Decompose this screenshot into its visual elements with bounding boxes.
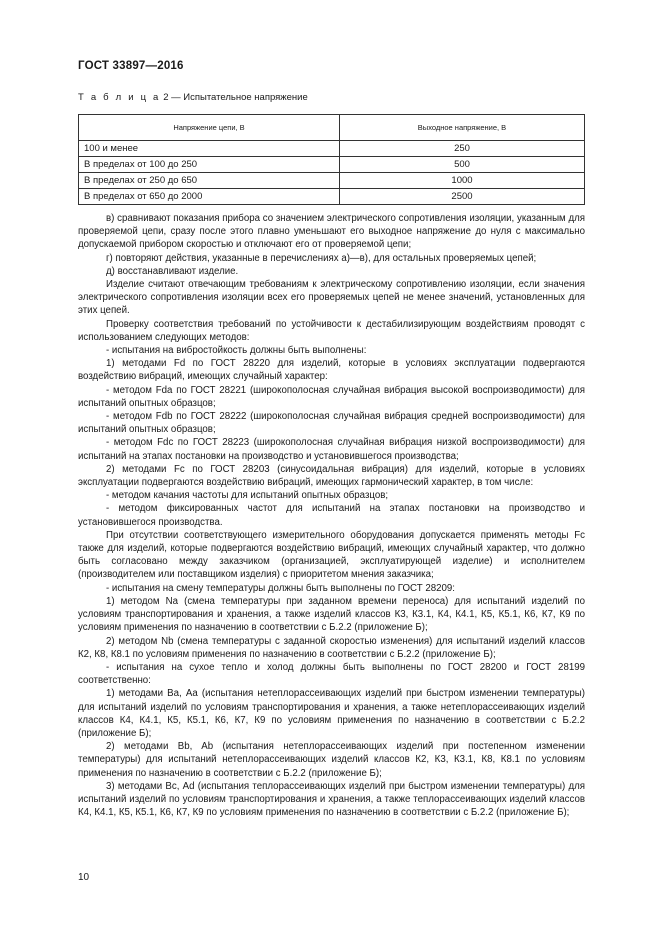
paragraph: 1) методами Ва, Аа (испытания нетеплорассеивающих изделий при быстром изменении температуры) для испытаний изделий по условиям транспортирования и хранения, а также нетеплорассеивающих изделий классов К4, К4.1, К5, К5.1, К6, К7, К9 по условиям применения по назначению в соответствии с Б.2.2 (приложение Б);: [78, 688, 585, 739]
paragraph: Проверку соответствия требований по устойчивости к дестабилизирующим воздействиям проводят с использованием следующих методов:: [78, 318, 585, 343]
paragraph: д) восстанавливают изделие.: [106, 265, 239, 277]
table-cell: В пределах от 100 до 250: [79, 157, 340, 173]
table-cell: 2500: [340, 189, 585, 205]
table-row: [79, 189, 585, 205]
table-row: [79, 141, 585, 157]
paragraph: Изделие считают отвечающим требованиям к электрическому сопротивлению изоляции, если значения электрического сопротивления изоляции всех его проверяемых цепей не менее значений, установленных для этих цепей.: [78, 279, 585, 317]
table-cell: В пределах от 650 до 2000: [79, 189, 340, 205]
paragraph: 3) методами Вс, Ad (испытания теплорассеивающих изделий при быстром изменении температуры) для испытаний изделий по условиям транспортирования и хранения, а также теплорассеивающих изделий классов К4, К4.1, К5, К5.1, К6, К7, К9 по условиям применения по назначению в соответствии с Б.2.2 (приложение Б);: [78, 780, 585, 819]
table-row: [79, 173, 585, 189]
page-number: 10: [78, 872, 90, 883]
paragraph: - испытания на сухое тепло и холод должны быть выполнены по ГОСТ 28200 и ГОСТ 28199 соответственно:: [78, 661, 585, 687]
paragraph: - методом фиксированных частот для испытаний на этапах постановки на производство и установившегося производства.: [78, 503, 585, 528]
paragraph: - методом Fdb по ГОСТ 28222 (широкополосная случайная вибрация средней воспроизводимости) для испытаний опытных образцов;: [78, 411, 585, 436]
table-caption-text: — Испытательное напряжение: [171, 92, 308, 103]
paragraph: 1) методами Fd по ГОСТ 28220 для изделий, которые в условиях эксплуатации подвергаются воздействию вибраций, имеющих случайный характер:: [78, 358, 585, 383]
table-cell: 250: [340, 141, 585, 157]
paragraph: - методом Fda по ГОСТ 28221 (широкополосная случайная вибрация высокой воспроизводимости) для испытаний опытных образцов;: [78, 384, 585, 409]
paragraph: в) сравнивают показания прибора со значением электрического сопротивления изоляции, указанным для проверяемой цепи, сразу после этого плавно уменьшают его выходное напряжение до нуля с максимально допускаемой прибором скоростью и отключают его от проверяемой цепи;: [78, 213, 585, 251]
paragraph: - методом качания частоты для испытаний опытных образцов;: [106, 490, 389, 502]
paragraph: При отсутствии соответствующего измерительного оборудования допускается применять методы Fc также для изделий, которые подвергаются воздействию вибраций, имеющих случайный характер, что должно быть согласовано между заказчиком (организацией, эксплуатирующей изделие) и исполнителем (производителем или поставщиком изделия) с приоритетом мнения заказчика;: [78, 529, 585, 581]
document-header: ГОСТ 33897—2016: [78, 60, 184, 72]
column-header-circuit-voltage: Напряжение цепи, В: [79, 115, 340, 141]
paragraph: г) повторяют действия, указанные в перечислениях а)—в), для остальных проверяемых цепей;: [106, 252, 537, 264]
paragraph: 2) методом Nb (смена температуры с заданной скоростью изменения) для испытаний изделий классов К2, К8, К8.1 по условиям применения по назначению в соответствии с Б.2.2 (приложение Б);: [78, 635, 585, 660]
paragraph: - испытания на смену температуры должны быть выполнены по ГОСТ 28209:: [106, 582, 455, 594]
table-caption-number: 2: [163, 92, 169, 103]
body-text: [78, 212, 585, 819]
table-cell: 500: [340, 157, 585, 173]
paragraph: 1) методом Na (смена температуры при заданном времени переноса) для испытаний изделий по условиям транспортирования и хранения, а также изделий классов К3, К3.1, К4, К4.1, К5, К5.1, К6, К7, К9 по условиям применения по назначению в соответствии с Б.2.2 (приложение Б);: [78, 595, 585, 634]
table-cell: В пределах от 250 до 650: [79, 173, 340, 189]
table-row: [79, 157, 585, 173]
paragraph: - испытания на вибростойкость должны быть выполнены:: [106, 345, 367, 357]
paragraph: 2) методами Bb, Ab (испытания нетеплорассеивающих изделий при постепенном изменении температуры) для испытаний нетеплорассеивающих изделий классов К2, К3, К3.1, К8, К8.1 по условиям применения по назначению в соответствии с Б.2.2 (приложение Б);: [78, 741, 585, 779]
table-cell: 100 и менее: [79, 141, 340, 157]
table-caption-prefix: Т а б л и ц а: [78, 92, 161, 103]
table-cell: 1000: [340, 173, 585, 189]
paragraph: 2) методами Fc по ГОСТ 28203 (синусоидальная вибрация) для изделий, которые в условиях эксплуатации подвергаются воздействию вибраций, имеющих гармонический характер, в том числе:: [78, 463, 585, 489]
paragraph: - методом Fdc по ГОСТ 28223 (широкополосная случайная вибрация низкой воспроизводимости) для испытаний на этапах постановки на производство и установившегося производства;: [78, 437, 585, 462]
column-header-output-voltage: Выходное напряжение, В: [340, 115, 585, 141]
table-header-row: [79, 115, 585, 141]
table-caption: [78, 92, 308, 103]
voltage-table: [78, 114, 585, 205]
